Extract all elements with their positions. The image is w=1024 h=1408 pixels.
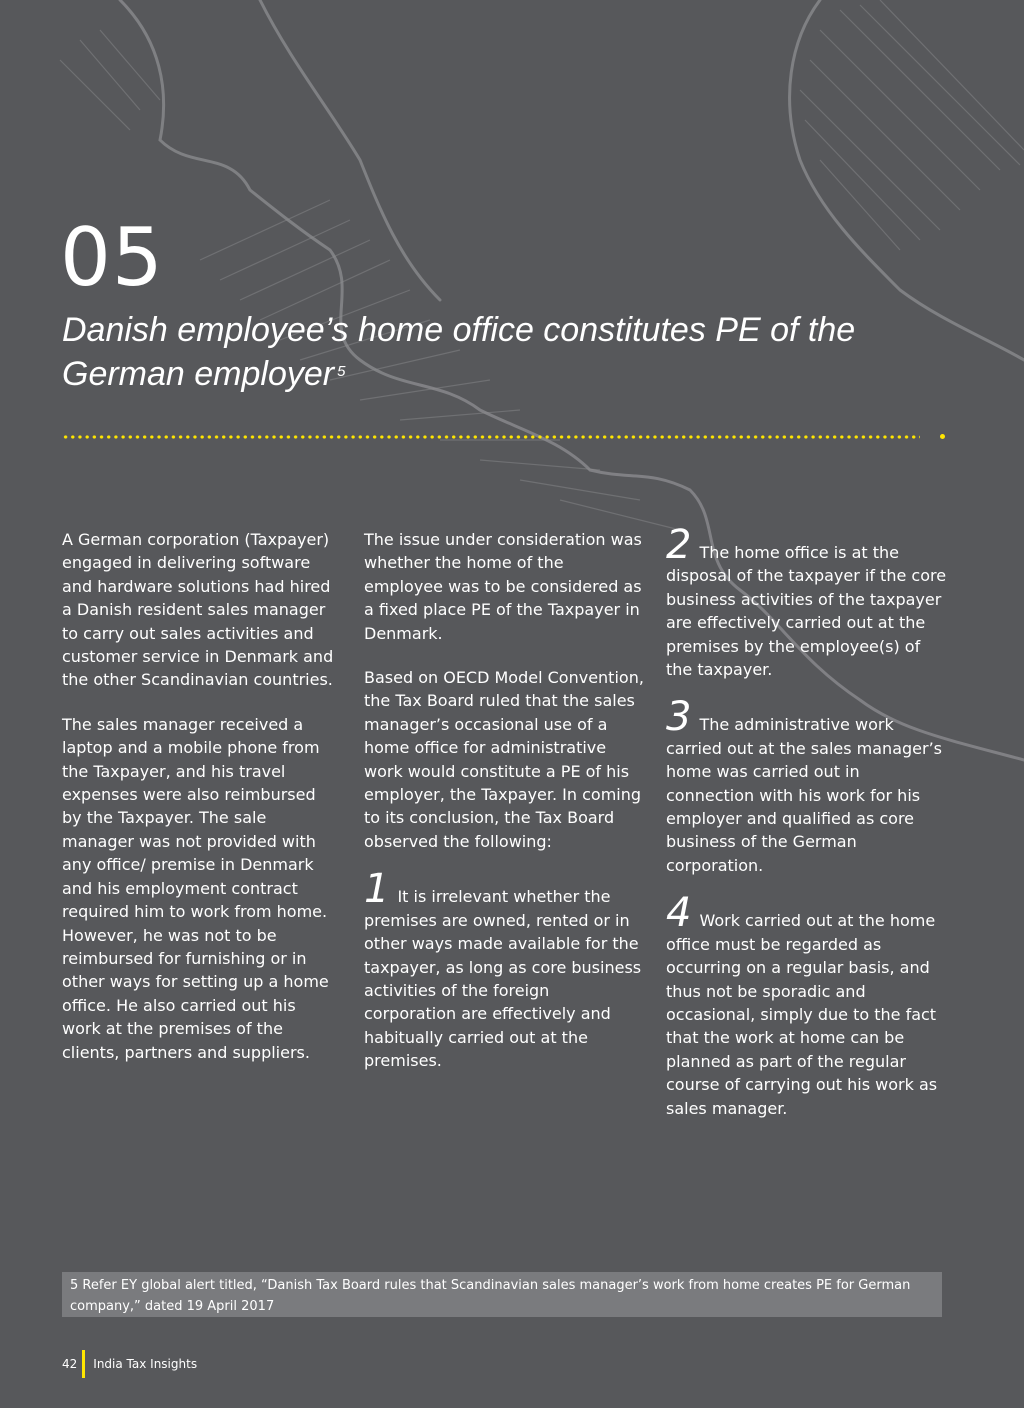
paragraph: The issue under consideration was whether the home of the employee was to be considered as a fixed place PE of the Taxpayer in Denmark. (364, 530, 642, 643)
page-number: 42 (62, 1357, 78, 1371)
text-column-2 (364, 528, 646, 1094)
point-text: It is irrelevant whether the premises are owned, rented or in other ways made available for the taxpayer, as long as core business activities of the foreign corporation are effectively and habitually carried out at the premises. (364, 887, 642, 1071)
point-number: 1 (364, 866, 390, 913)
observation-point-4 (666, 890, 950, 1120)
point-text: The administrative work carried out at the sales manager’s home was carried out in connection with his work for his employer and qualified as core business of the German corporation. (666, 715, 942, 875)
publication-name: India Tax Insights (93, 1357, 198, 1371)
footnote-marker: 5 (337, 363, 346, 380)
footnote: 5 Refer EY global alert titled, “Danish Tax Board rules that Scandinavian sales manager’s work from home creates PE for German company,” dated 19 April 2017 (62, 1272, 942, 1317)
point-number: 3 (666, 694, 692, 741)
point-number: 4 (666, 890, 692, 937)
observation-point-2 (666, 522, 950, 681)
section-number: 05 (60, 211, 164, 304)
dotted-divider-end-dot (940, 434, 945, 439)
page-footer (62, 1350, 197, 1378)
point-text: Work carried out at the home office must be regarded as occurring on a regular basis, and thus not be sporadic and occasional, simply due to the fact that the work at home can be planned as part of the regular course of carrying out his work as sales manager. (666, 911, 938, 1118)
dotted-divider (62, 435, 920, 439)
section-title-text: Danish employee’s home office constitutes PE of the German employer (62, 311, 856, 393)
paragraph: The sales manager received a laptop and a mobile phone from the Taxpayer, and his travel expenses were also reimbursed by the Taxpayer. The sale manager was not provided with any office/ premise in Denmark and his employment contract required him to work from home. However, he was not to be reimbursed for furnishing or in other ways for setting up a home office. He also carried out his work at the premises of the clients, partners and suppliers. (62, 714, 329, 1062)
point-text: The home office is at the disposal of the taxpayer if the core business activities of the taxpayer are effectively carried out at the premises by the employee(s) of the taxpayer. (666, 543, 947, 680)
observation-point-1 (364, 866, 646, 1072)
point-number: 2 (666, 522, 692, 568)
observation-point-3 (666, 694, 950, 877)
paragraph: Based on OECD Model Convention, the Tax Board ruled that the sales manager’s occasional use of a home office for administrative work would constitute a PE of his employer, the Taxpayer. In coming to its conclusion, the Tax Board observed the following: (364, 668, 644, 851)
footer-accent-bar (82, 1350, 85, 1378)
text-column-3 (666, 522, 950, 1141)
text-column-1 (62, 528, 334, 1085)
section-title (62, 308, 862, 396)
paragraph: A German corporation (Taxpayer) engaged in delivering software and hardware solutions had hired a Danish resident sales manager to carry out sales activities and customer service in Denmark and the other Scandinavian countries. (62, 530, 334, 690)
